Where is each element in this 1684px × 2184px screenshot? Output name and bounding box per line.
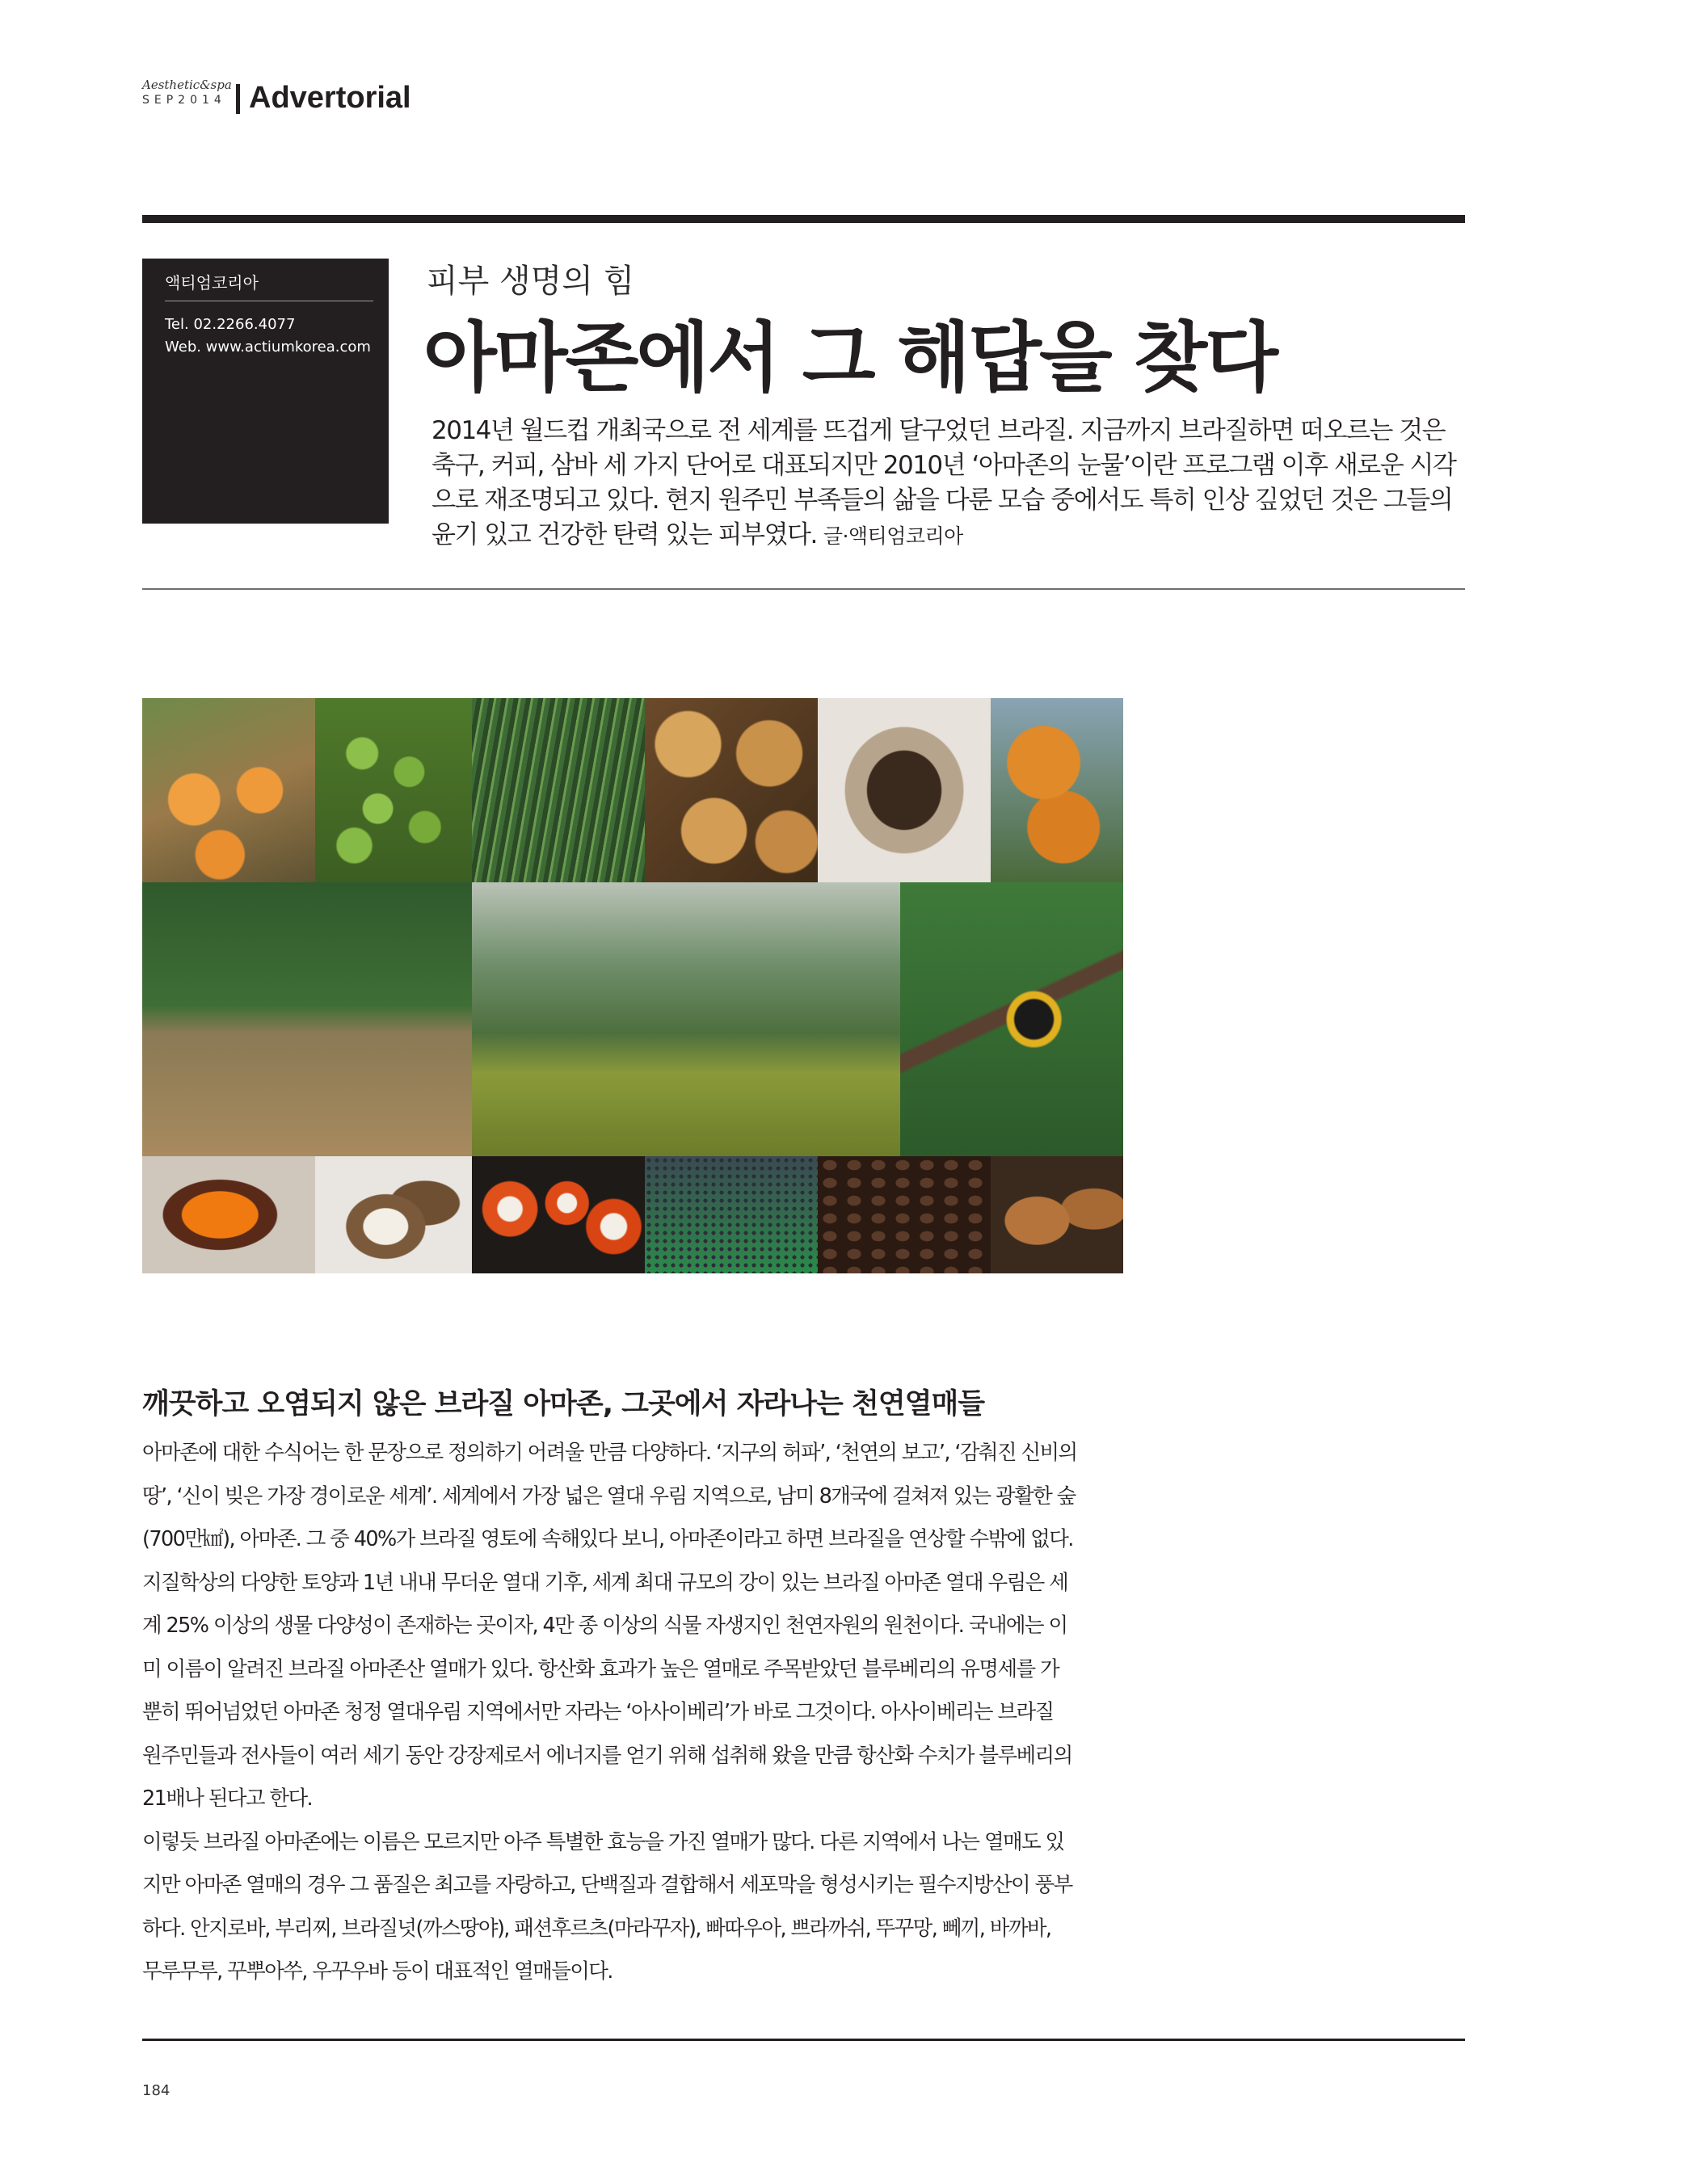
body-line: 땅’, ‘신이 빚은 가장 경이로운 세계’. 세계에서 가장 넓은 열대 우림 지역으로, 남미 8개국에 걸쳐져 있는 광활한 숲 bbox=[142, 1483, 1076, 1509]
body-line: 무루무루, 꾸뿌아쑤, 우꾸우바 등이 대표적인 열매들이다. bbox=[142, 1959, 613, 1984]
body-line: 하다. 안지로바, 부리찌, 브라질넛(까스땅야), 패션후르츠(마라꾸자), 빠따우아, 쁘라까쉬, 뚜꾸망, 뻬끼, 바까바, bbox=[142, 1916, 1051, 1941]
body-line: 계 25% 이상의 생물 다양성이 존재하는 곳이자, 4만 종 이상의 식물 자생지인 천연자원의 원천이다. 국내에는 이 bbox=[142, 1614, 1067, 1638]
article-headline: 아마존에서 그 해답을 찾다 bbox=[423, 314, 1277, 402]
orange-palm-fruits-photo bbox=[991, 698, 1123, 882]
bottom-rule bbox=[142, 2039, 1465, 2041]
brazil-nut-pod-photo bbox=[818, 698, 991, 882]
article-kicker: 피부 생명의 힘 bbox=[427, 263, 635, 300]
lead-line: 2014년 월드컵 개최국으로 전 세계를 뜨겁게 달구었던 브라질. 지금까지 브라질하면 떠오르는 것은 bbox=[432, 416, 1446, 445]
lead-line: 축구, 커피, 삼바 세 가지 단어로 대표되지만 2010년 ‘아마존의 눈물’이란 프로그램 이후 새로운 시각 bbox=[432, 451, 1456, 480]
lead-line-last bbox=[432, 518, 1464, 553]
company-name: 액티엄코리아 bbox=[165, 273, 259, 292]
lead-line: 윤기 있고 건강한 탄력 있는 피부였다. bbox=[432, 520, 817, 549]
body-line: 뿐히 뛰어넘었던 아마존 청정 열대우림 지역에서만 자라는 ‘아사이베리’가 바로 그것이다. 아사이베리는 브라질 bbox=[142, 1700, 1054, 1724]
body-line: 21배나 된다고 한다. bbox=[142, 1786, 312, 1811]
byline: 글·액티엄코리아 bbox=[823, 524, 963, 548]
acai-palm-photo bbox=[472, 698, 645, 882]
article-lead bbox=[432, 414, 1464, 553]
body-line: 아마존에 대한 수식어는 한 문장으로 정의하기 어려울 만큼 다양하다. ‘지구의 허파’, ‘천연의 보고’, ‘감춰진 신비의 bbox=[142, 1441, 1077, 1465]
orange-fruits-photo bbox=[142, 698, 315, 882]
amazon-river-photo bbox=[142, 882, 472, 1156]
brown-seeds-photo bbox=[991, 1156, 1123, 1273]
body-line: 미 이름이 알려진 브라질 아마존산 열매가 있다. 항산화 효과가 높은 열매로 주목받았던 블루베리의 유명세를 가 bbox=[142, 1656, 1059, 1681]
section-divider bbox=[236, 84, 240, 114]
photo-mosaic bbox=[142, 698, 1123, 1273]
brown-fruits-photo bbox=[645, 698, 818, 882]
flooded-forest-photo bbox=[472, 882, 900, 1156]
article-body bbox=[142, 1432, 1123, 1994]
cut-fruit-photo bbox=[142, 1156, 315, 1273]
section-label: Advertorial bbox=[249, 81, 411, 115]
magazine-name: Aesthetic&spa bbox=[142, 78, 232, 92]
lead-rule bbox=[142, 588, 1465, 590]
dark-seeds-photo bbox=[818, 1156, 991, 1273]
company-web[interactable]: Web. www.actiumkorea.com bbox=[165, 339, 371, 356]
magazine-masthead bbox=[142, 78, 231, 108]
top-rule bbox=[142, 215, 1465, 223]
lead-line: 으로 재조명되고 있다. 현지 원주민 부족들의 삶을 다룬 모습 중에서도 특히 인상 깊었던 것은 그들의 bbox=[432, 486, 1453, 515]
body-line: 이렇듯 브라질 아마존에는 이름은 모르지만 아주 특별한 효능을 가진 열매가 많다. 다른 지역에서 나는 열매도 있 bbox=[142, 1829, 1064, 1854]
company-info-box bbox=[142, 259, 389, 524]
section-subheading: 깨끗하고 오염되지 않은 브라질 아마존, 그곳에서 자라나는 천연열매들 bbox=[142, 1388, 985, 1420]
sliced-palm-fruits-photo bbox=[472, 1156, 645, 1273]
issue-date: SEP2014 bbox=[142, 94, 226, 107]
page-number: 184 bbox=[142, 2082, 171, 2099]
body-line: 지질학상의 다양한 토양과 1년 내내 무더운 열대 기후, 세계 최대 규모의 강이 있는 브라질 아마존 열대 우림은 세 bbox=[142, 1570, 1068, 1595]
green-palm-fruits-photo bbox=[315, 698, 472, 882]
acai-berries-baskets-photo bbox=[645, 1156, 818, 1273]
toucan-bird-photo bbox=[900, 882, 1123, 1156]
body-line: 원주민들과 전사들이 여러 세기 동안 강장제로서 에너지를 얻기 위해 섭취해 왔을 만큼 항산화 수치가 블루베리의 bbox=[142, 1743, 1072, 1768]
brazil-nuts-photo bbox=[315, 1156, 472, 1273]
company-tel: Tel. 02.2266.4077 bbox=[165, 316, 296, 333]
body-line: 지만 아마존 열매의 경우 그 품질은 최고를 자랑하고, 단백질과 결합해서 세포막을 형성시키는 필수지방산이 풍부 bbox=[142, 1873, 1072, 1897]
body-line: (700만㎢), 아마존. 그 중 40%가 브라질 영토에 속해있다 보니, 아마존이라고 하면 브라질을 연상할 수밖에 없다. bbox=[142, 1527, 1073, 1551]
